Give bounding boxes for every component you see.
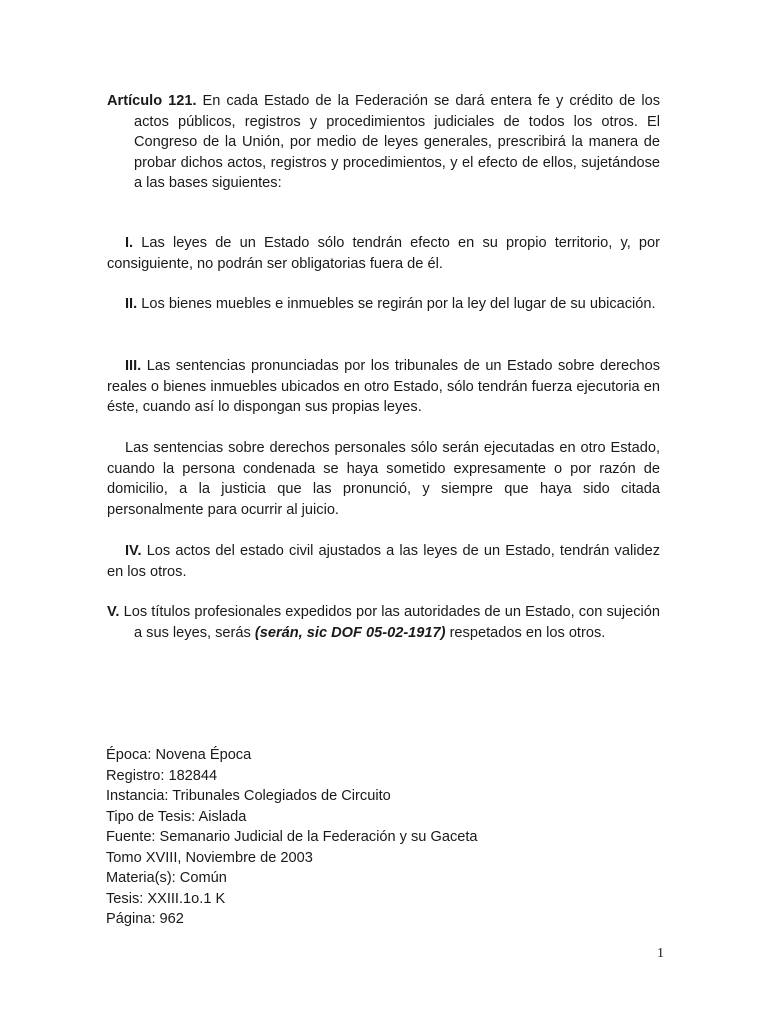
- meta-epoca: Época: Novena Época: [106, 747, 252, 763]
- fraction-numeral: IV.: [125, 543, 142, 559]
- fraction-text: Las leyes de un Estado sólo tendrán efecto en su propio territorio, y, por consiguiente, no podrán ser obligatorias fuera de él.: [107, 235, 660, 272]
- fraction-iv: [107, 541, 660, 582]
- article-121: [107, 91, 660, 194]
- fraction-numeral: III.: [125, 358, 142, 374]
- meta-tomo: Tomo XVIII, Noviembre de 2003: [106, 849, 313, 866]
- fraction-text: Las sentencias pronunciadas por los tribunales de un Estado sobre derechos reales o bienes inmuebles ubicados en otro Estado, sólo tendrán fuerza ejecutoria en éste, cuando así lo dispongan sus propias leyes.: [107, 358, 660, 415]
- fraction-text: Los actos del estado civil ajustados a las leyes de un Estado, tendrán validez en los otros.: [107, 543, 660, 580]
- fraction-iii-paragraph: [107, 438, 660, 520]
- fraction-v: [107, 602, 660, 643]
- fraction-numeral: II.: [125, 296, 138, 312]
- meta-registro: Registro: 182844: [106, 767, 218, 784]
- meta-fuente: Fuente: Semanario Judicial de la Federación y su Gaceta: [106, 829, 478, 845]
- meta-tipo-tesis: Tipo de Tesis: Aislada: [106, 808, 247, 825]
- fraction-text: Las sentencias sobre derechos personales sólo serán ejecutadas en otro Estado, cuando la persona condenada se haya sometido expresamente o por razón de domicilio, a la justicia que las pronunció, y siempre que haya sido citada personalmente para ocurrir al juicio.: [107, 440, 660, 518]
- fraction-text: Los bienes muebles e inmuebles se regirán por la ley del lugar de su ubicación.: [141, 296, 656, 312]
- fraction-text: Los títulos profesionales expedidos por las autoridades de un Estado, con sujeción a sus leyes, serás: [123, 604, 660, 641]
- article-heading: Artículo 121.: [107, 93, 197, 109]
- fraction-iii: [107, 356, 660, 418]
- page-number: 1: [657, 946, 664, 961]
- article-text: En cada Estado de la Federación se dará entera fe y crédito de los actos públicos, registros y procedimientos judiciales de todos los otros. El Congreso de la Unión, por medio de leyes generales, prescribirá la manera de probar dichos actos, registros y procedimientos, y el efecto de ellos, sujetándose a las bases siguientes:: [134, 93, 660, 191]
- thesis-metadata: [106, 745, 606, 930]
- meta-instancia: Instancia: Tribunales Colegiados de Circuito: [106, 788, 391, 804]
- fraction-i: [107, 233, 660, 274]
- fraction-text-end: respetados en los otros.: [449, 624, 606, 641]
- fraction-ii: [107, 294, 660, 315]
- fraction-numeral: I.: [125, 235, 134, 251]
- fraction-numeral: V.: [107, 604, 120, 620]
- meta-pagina: Página: 962: [106, 911, 184, 927]
- sic-note: (serán, sic DOF 05-02-1917): [254, 624, 446, 641]
- meta-materia: Materia(s): Común: [106, 870, 227, 886]
- meta-tesis: Tesis: XXIII.1o.1 K: [106, 890, 226, 907]
